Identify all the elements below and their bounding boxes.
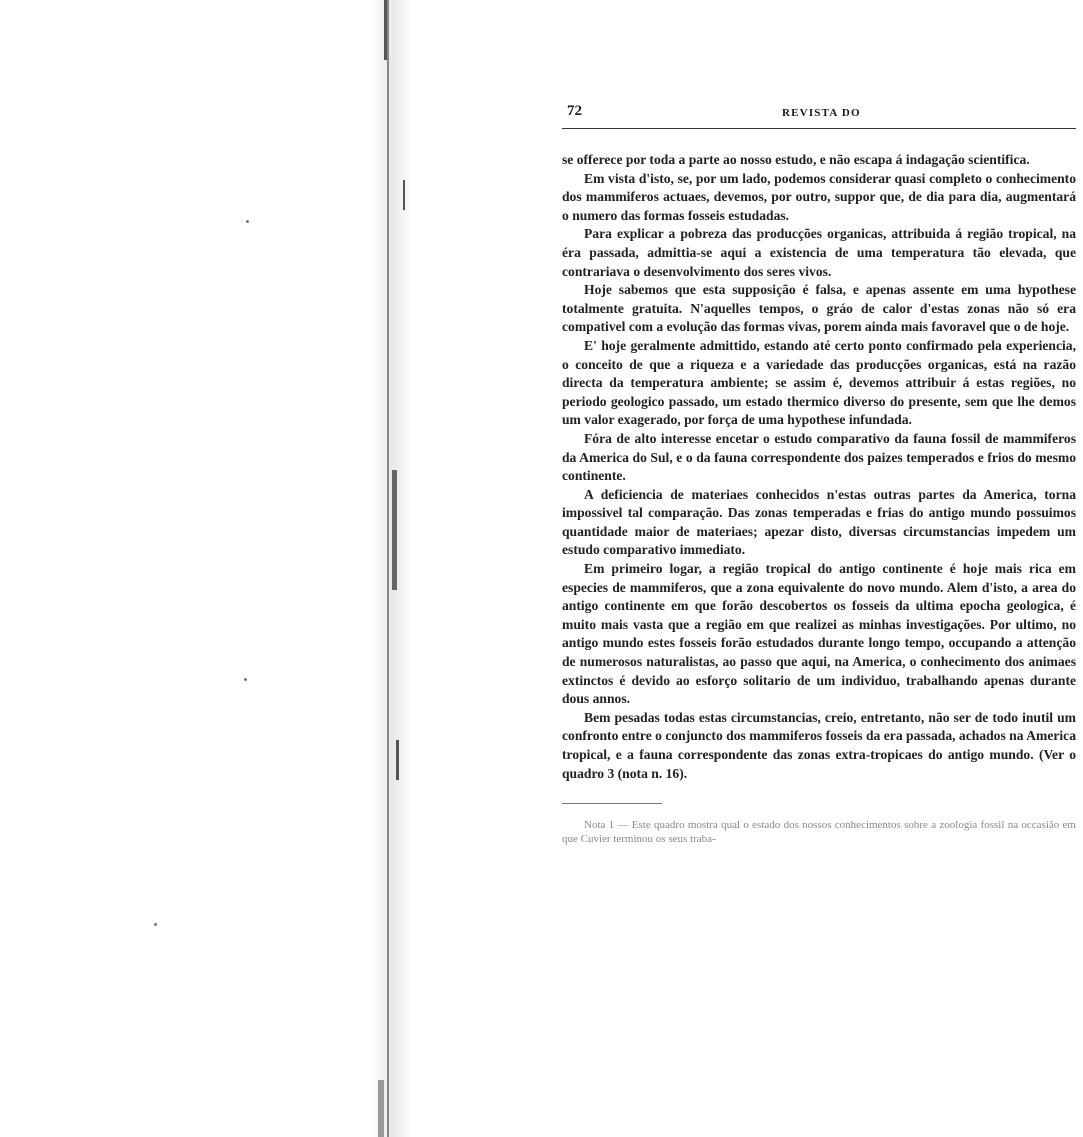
gutter-line [387,0,389,1137]
running-head [562,100,1076,122]
running-title: REVISTA DO [782,107,861,119]
paragraph: Hoje sabemos que esta supposição é falsa, e apenas assente em uma hypothese totalmente gratuita. N'aquelles tempos, o gráo de calor d'estas zonas não só era compativel com a evolução das formas vivas, porem ainda mais favoravel que o de hoje. [562,282,1076,335]
gutter-line [378,1080,384,1137]
paragraph: Em vista d'isto, se, por um lado, podemos considerar quasi completo o conhecimento dos mammiferos actuaes, devemos, por outro, suppor que, de dia para dia, augmentará o numero das formas fosseis estudadas. [562,170,1076,223]
paragraph: E' hoje geralmente admittido, estando até certo ponto confirmado pela experiencia, o conceito de que a riqueza e a variedade das producções organicas, está na razão directa da temperatura ambiente; se assim é, devemos attribuir á estas regiões, no periodo geologico passado, um estado thermico diverso do presente, sem que lhe demos um valor exagerado, por força de uma hypothese infundada. [562,337,1076,428]
scan-speck [154,923,157,926]
footnote: Nota 1 — Este quadro mostra qual o estado dos nossos conhecimentos sobre a zoologia fossil na occasião em que Cuvier terminou os seus traba- [562,819,1076,846]
header-rule [562,128,1076,129]
gutter-line [403,180,405,210]
gutter-line [396,740,399,780]
footnote-rule [562,803,662,804]
binding-gutter [370,0,410,1137]
paragraph: Em primeiro logar, a região tropical do antigo continente é hoje mais rica em especies de mammiferos, que a zona equivalente do novo mundo. Alem d'isto, a area do antigo continente em que forão descobertos os fosseis da ultima epocha geologica, é muito mais vasta que a região em que realizei as minhas investigações. Por ultimo, no antigo mundo estes fosseis forão estudados durante longo tempo, occupando a attenção de numerosos naturalistas, ao passo que aqui, na America, o conhecimento dos animaes extinctos é devido ao esforço solitario de um individuo, trabalhando apenas durante dous annos. [562,561,1076,707]
paragraph: Bem pesadas todas estas circumstancias, creio, entretanto, não ser de todo inutil um confronto entre o conjuncto dos mammiferos fosseis da era passada, achados na America tropical, e a fauna correspondente das zonas extra-tropicaes do antigo mundo. (Ver o quadro 3 (nota n. 16). [562,709,1076,781]
scan-speck [244,678,247,681]
left-page-fragment [0,0,400,1137]
paragraph: se offerece por toda a parte ao nosso estudo, e não escapa á indagação scientifica. [562,152,1030,167]
page-number: 72 [567,103,582,119]
book-page [562,100,1076,846]
paragraph: Fóra de alto interesse encetar o estudo comparativo da fauna fossil de mammiferos da America do Sul, e o da fauna correspondente dos paizes temperados e frios do mesmo continente. [562,430,1076,484]
body-text [562,151,1076,783]
paragraph: Para explicar a pobreza das producções organicas, attribuida á região tropical, na éra passada, admittia-se aqui a existencia de uma temperatura tão elevada, que contrariava o desenvolvimento dos seres vivos. [562,226,1076,279]
paragraph: A deficiencia de materiaes conhecidos n'estas outras partes da America, torna impossivel tal comparação. Das zonas temperadas e frias do antigo mundo possuimos quantidade maior de materiaes; apezar disto, diversas circumstancias impedem um estudo comparativo immediato. [562,486,1076,558]
scan-speck [246,220,249,223]
gutter-line [392,470,397,590]
